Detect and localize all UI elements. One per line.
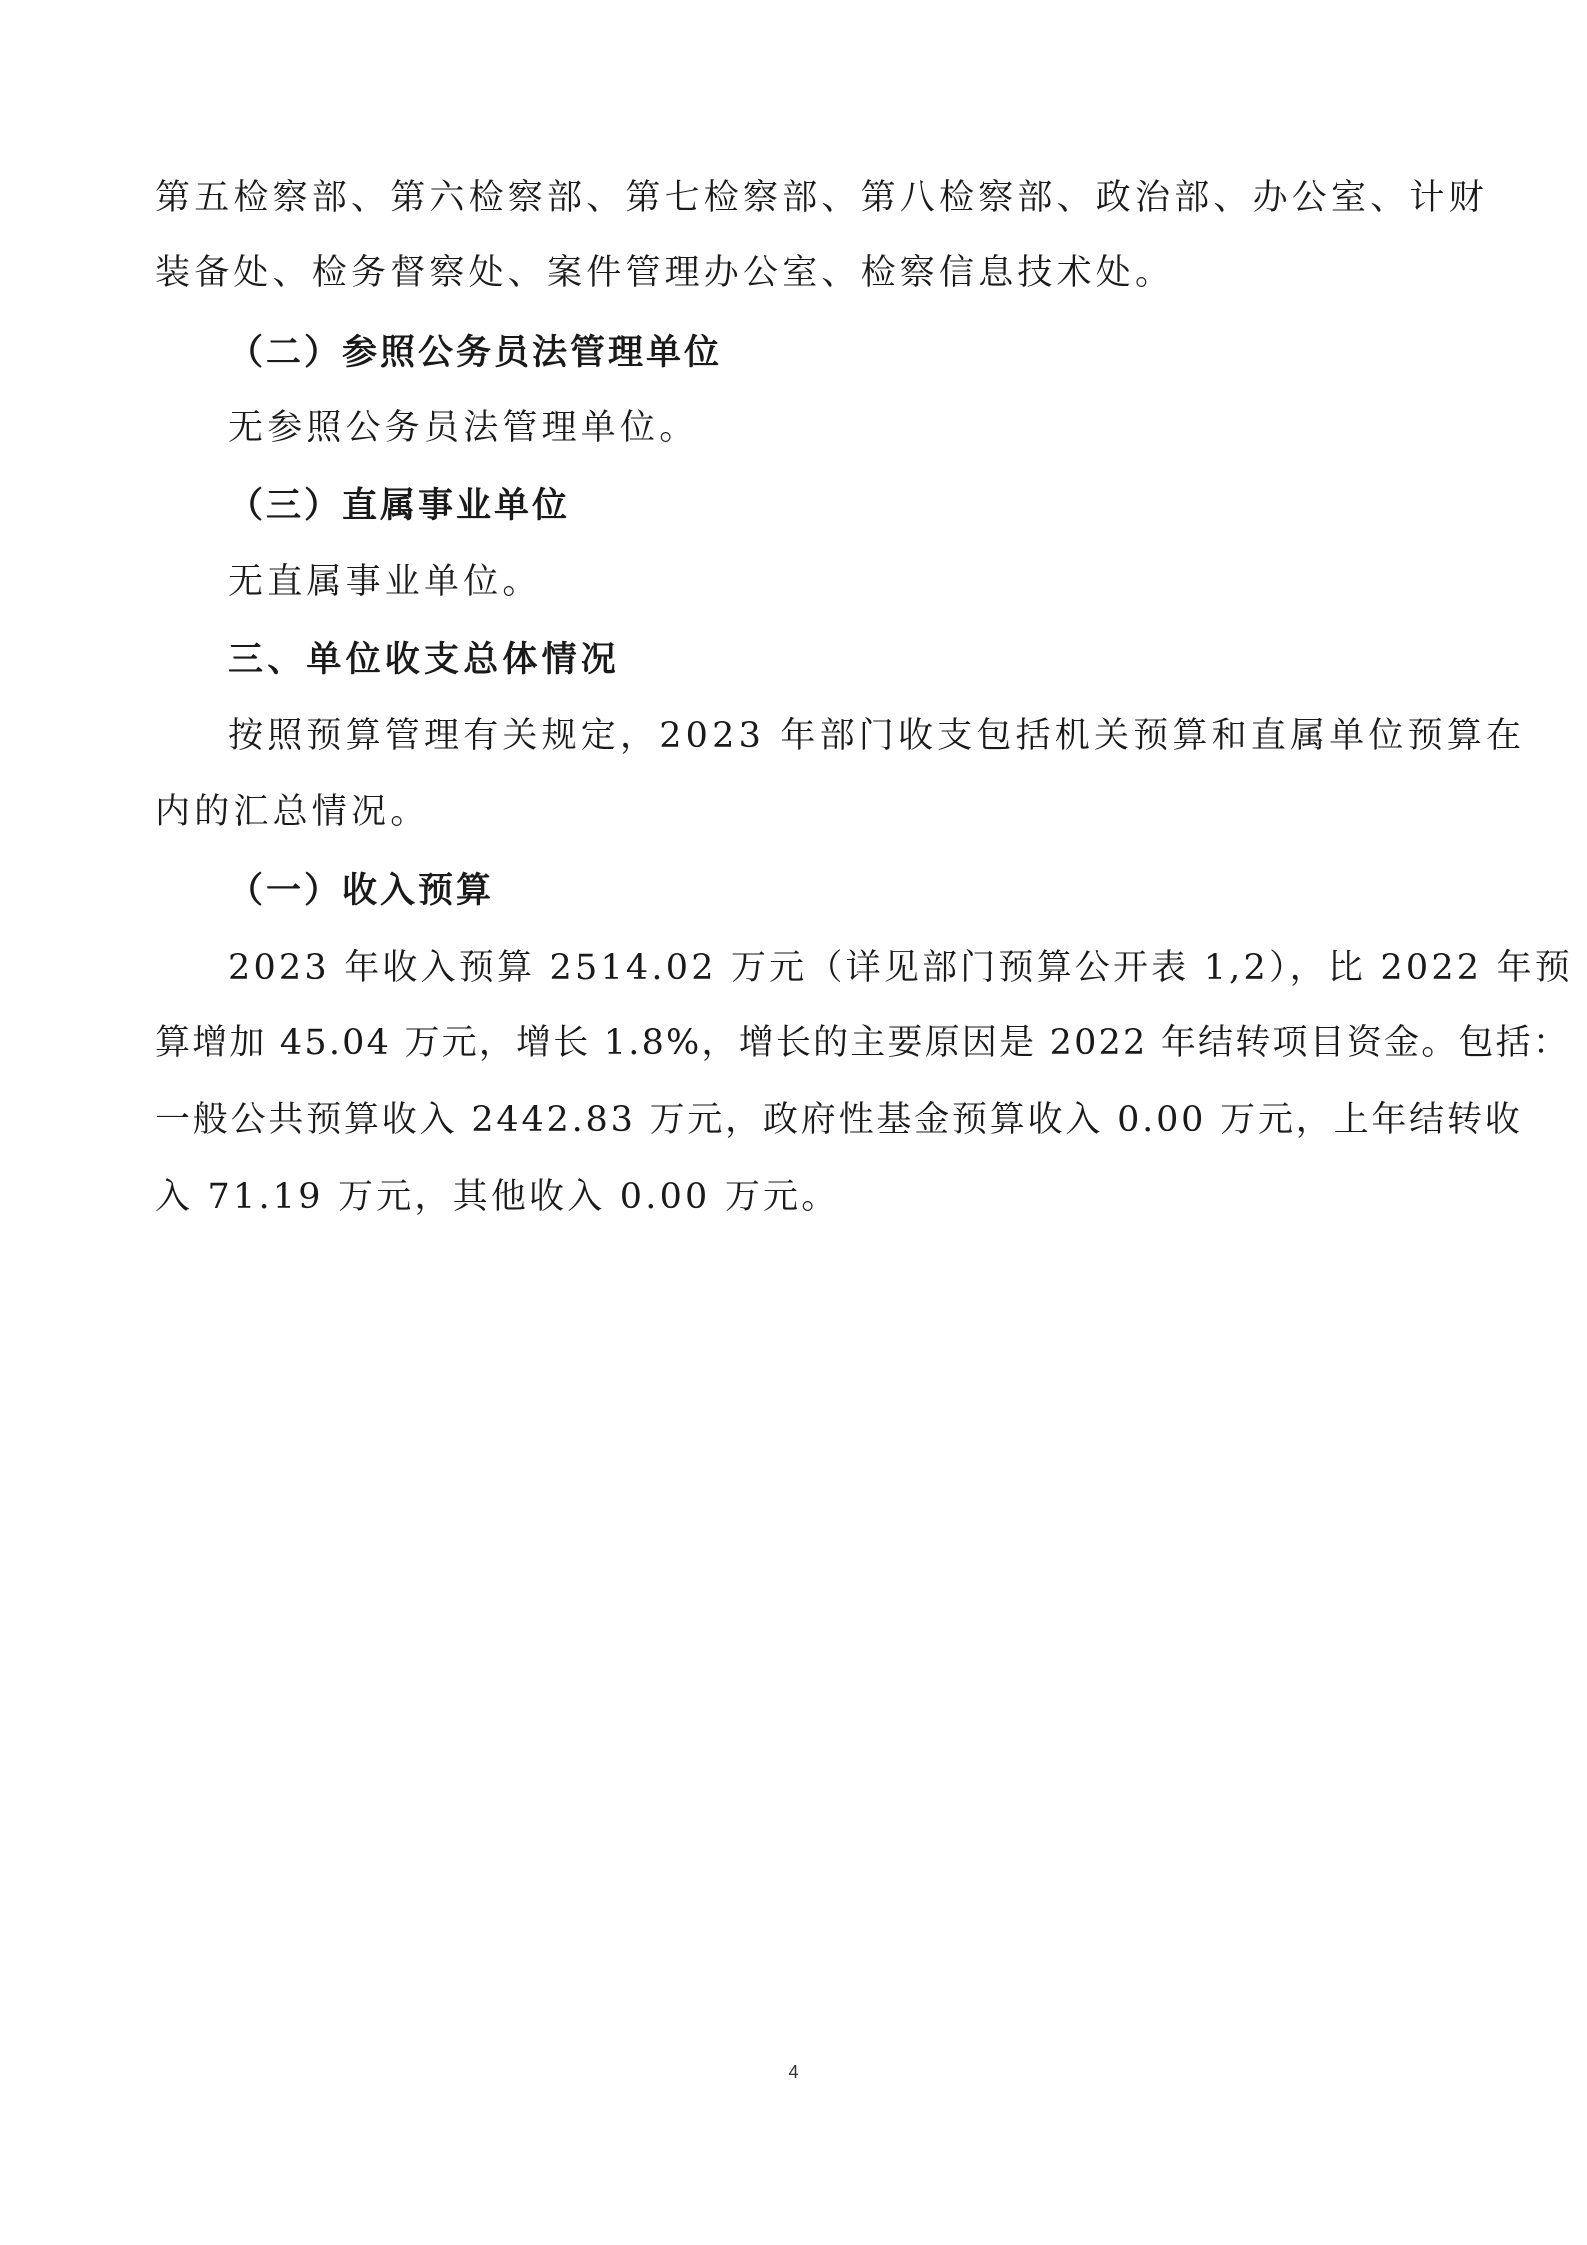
paragraph-line-1: 第五检察部、第六检察部、第七检察部、第八检察部、政治部、办公室、计财: [155, 178, 1488, 218]
paragraph-revenue-line-1: 2023 年收入预算 2514.02 万元（详见部门预算公开表 1,2），比 2022 年预: [228, 948, 1573, 988]
paragraph-budget-rules-line-1: 按照预算管理有关规定，2023 年部门收支包括机关预算和直属单位预算在: [228, 716, 1526, 756]
paragraph-line-2: 装备处、检务督察处、案件管理办公室、检察信息技术处。: [155, 253, 1175, 293]
section-heading-revenue-budget: （一）收入预算: [228, 870, 495, 911]
paragraph-no-civil-servant-units: 无参照公务员法管理单位。: [228, 408, 699, 448]
paragraph-no-affiliated-institutions: 无直属事业单位。: [228, 562, 542, 602]
paragraph-budget-rules-line-2: 内的汇总情况。: [155, 792, 430, 832]
paragraph-revenue-line-4: 入 71.19 万元，其他收入 0.00 万元。: [155, 1177, 840, 1217]
section-heading-affiliated-institutions: （三）直属事业单位: [228, 485, 571, 526]
section-heading-civil-servant-units: （二）参照公务员法管理单位: [228, 332, 723, 373]
paragraph-revenue-line-3: 一般公共预算收入 2442.83 万元，政府性基金预算收入 0.00 万元，上年结转收: [155, 1100, 1523, 1140]
page-number: 4: [788, 2062, 799, 2082]
paragraph-revenue-line-2: 算增加 45.04 万元，增长 1.8%，增长的主要原因是 2022 年结转项目资金。包括：: [155, 1023, 1571, 1063]
section-heading-overall-revenue-expenditure: 三、单位收支总体情况: [228, 639, 621, 680]
